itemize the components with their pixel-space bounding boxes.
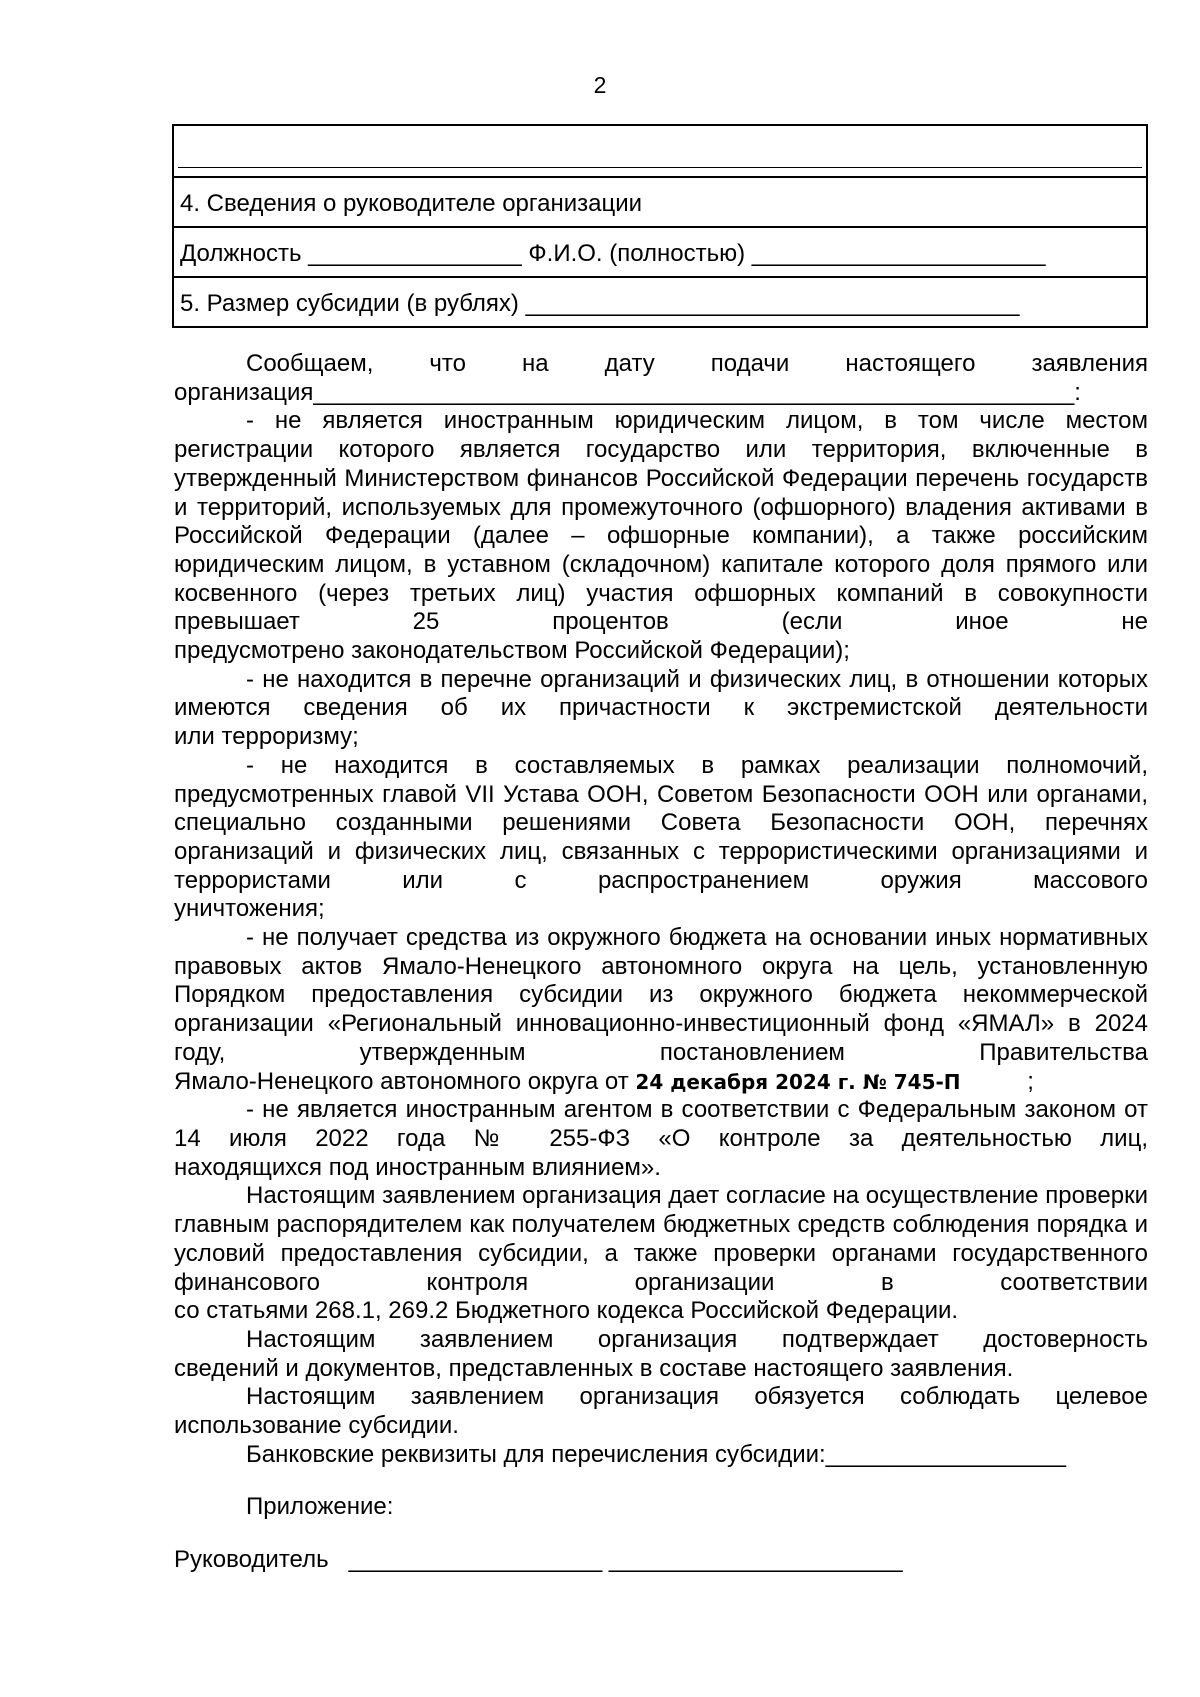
- organization-line: организация_________________________________________________________:: [174, 378, 1081, 406]
- subsidy-amount-field: 5. Размер субсидии (в рублях) _____________________________________: [180, 290, 1020, 317]
- decree-date: 24 декабря 2024 г. № 745-П: [635, 1069, 961, 1094]
- consent-paragraph-end: со статьями 268.1, 269.2 Бюджетного кодекса Российской Федерации.: [174, 1297, 959, 1325]
- clause-budget-end: [174, 1068, 1148, 1097]
- table-row-position: [174, 226, 1146, 276]
- blank-fill-line: [178, 167, 1142, 168]
- clause-extremism: - не находится в перечне организаций и физических лиц, в отношении которых имеются сведения об их причастности к экстремистской деятельности: [174, 665, 1148, 722]
- decree-prefix: Ямало-Ненецкого автономного округа от: [174, 1067, 636, 1095]
- spacer: [174, 1469, 1148, 1493]
- decree-suffix: ;: [960, 1067, 1034, 1095]
- clause-offshore-end: предусмотрено законодательством Российской Федерации);: [174, 637, 850, 665]
- clause-un-lists-end: уничтожения;: [174, 895, 325, 923]
- table-row-head-info: [174, 176, 1146, 226]
- confirm-paragraph-end: сведений и документов, представленных в составе настоящего заявления.: [174, 1354, 1014, 1382]
- page-number: 2: [593, 72, 607, 98]
- intro-line: Сообщаем, что на дату подачи настоящего заявления: [246, 350, 1148, 377]
- table-row-blank: [174, 126, 1146, 176]
- head-info-label: 4. Сведения о руководителе организации: [180, 190, 643, 217]
- table-row-subsidy: [174, 276, 1146, 326]
- clause-extremism-end: или терроризму;: [174, 723, 359, 751]
- position-name-field: Должность ________________ Ф.И.О. (полностью) ______________________: [180, 240, 1046, 267]
- obligation-paragraph-end: использование субсидии.: [174, 1412, 459, 1440]
- consent-paragraph: Настоящим заявлением организация дает согласие на осуществление проверки главным распорядителем как получателем бюджетных средств соблюдения порядка и условий предоставления субсидии, а также проверки органами государственного финансового контроля организации в соответствии: [174, 1182, 1148, 1296]
- statement-body: [174, 350, 1148, 1575]
- obligation-paragraph: Настоящим заявлением организация обязуется соблюдать целевое: [246, 1383, 1148, 1411]
- confirm-paragraph: Настоящим заявлением организация подтверждает достоверность: [246, 1325, 1148, 1353]
- clause-foreign-agent: - не является иностранным агентом в соответствии с Федеральным законом от 14 июля 2022 года № 255-ФЗ «О контроле за деятельностью лиц,: [174, 1096, 1148, 1152]
- clause-offshore: - не является иностранным юридическим лицом, в том числе местом регистрации которого является государство или территория, включенные в утвержденный Министерством финансов Российской Федерации перечень государств и территорий, используемых для промежуточного (офшорного) владения активами в Российской Федерации (далее – офшорные компании), а также российским юридическим лицом, в уставном (складочном) капитале которого доля прямого или косвенного (через третьих лиц) участия офшорных компаний в совокупности превышает 25 процентов (если иное не: [174, 407, 1148, 636]
- signature-line: Руководитель ___________________ ______________________: [174, 1546, 903, 1574]
- attachment-label: Приложение:: [246, 1493, 394, 1521]
- bank-details-line: Банковские реквизиты для перечисления субсидии:__________________: [246, 1440, 1066, 1468]
- clause-budget: - не получает средства из окружного бюджета на основании иных нормативных правовых актов Ямало-Ненецкого автономного округа на цель, установленную Порядком предоставления субсидии из окружного бюджета некоммерческой организации «Региональный инновационно-инвестиционный фонд «ЯМАЛ» в 2024 году, утвержденным постановлением Правительства: [174, 924, 1148, 1066]
- spacer: [174, 1522, 1148, 1546]
- clause-foreign-agent-end: находящихся под иностранным влиянием».: [174, 1153, 661, 1181]
- clause-un-lists: - не находится в составляемых в рамках реализации полномочий, предусмотренных главой VII Устава ООН, Советом Безопасности ООН или органами, специально созданными решениями Совета Безопасности ООН, перечнях организаций и физических лиц, связанных с террористическими организациями и террористами или с распространением оружия массового: [174, 751, 1148, 894]
- form-table: [172, 124, 1148, 328]
